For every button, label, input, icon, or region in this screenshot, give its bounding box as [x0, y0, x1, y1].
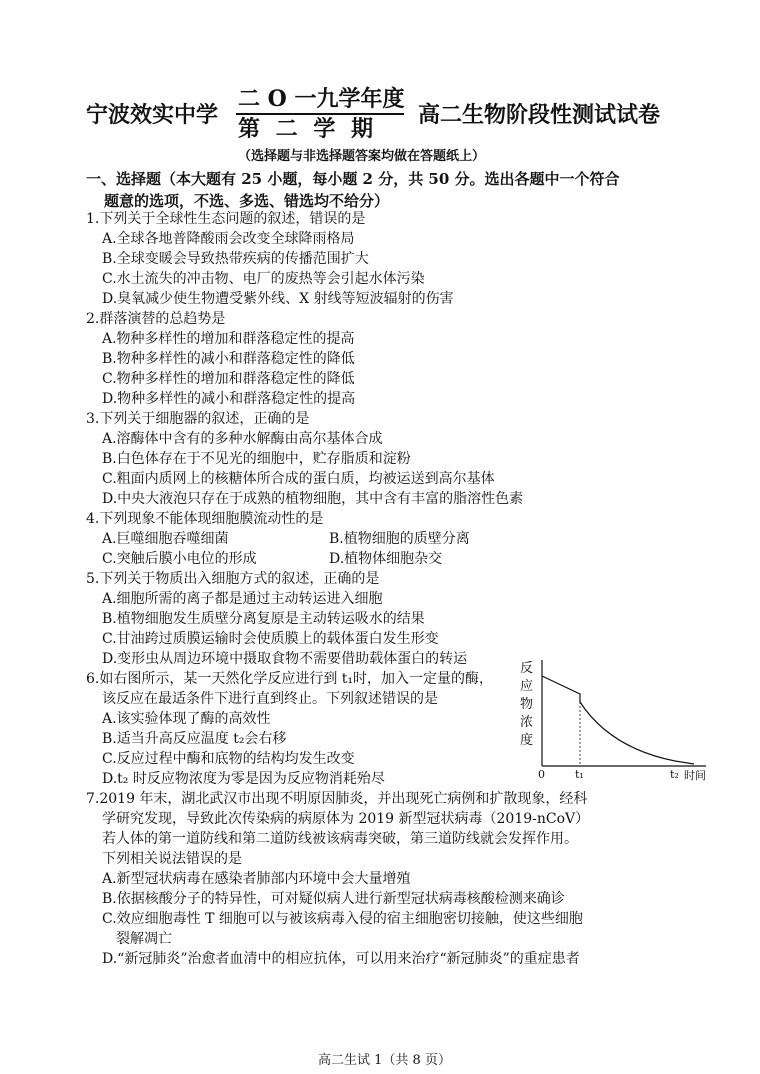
question-5-option-b: B.植物细胞发生质壁分离复原是主动转运吸水的结果: [102, 611, 425, 627]
header-divider: [236, 113, 404, 115]
question-1-option-c: C.水土流失的冲击物、电厂的废热等会引起水体污染: [102, 271, 425, 287]
question-6-stem-cont: 该反应在最适条件下进行直到终止。下列叙述错误的是: [102, 691, 438, 707]
reaction-chart: [520, 656, 720, 786]
chart-concentration-curve: [542, 676, 694, 764]
chart-y-label: 反应物浓度: [520, 661, 534, 748]
question-4-option-c: C.突触后膜小电位的形成: [102, 551, 257, 567]
question-6-option-a: A.该实验体现了酶的高效性: [102, 711, 271, 727]
chart-tick-t2: t₂: [670, 768, 679, 781]
question-2-option-d: D.物种多样性的减小和群落稳定性的提高: [102, 391, 356, 407]
question-7-stem-3: 若人体的第一道防线和第二道防线被该病毒突破，第三道防线就会发挥作用。: [102, 831, 578, 847]
exam-title: 高二生物阶段性测试试卷: [418, 102, 661, 128]
question-5-option-a: A.细胞所需的离子都是通过主动转运进入细胞: [102, 591, 383, 607]
question-2-option-c: C.物种多样性的增加和群落稳定性的降低: [102, 371, 355, 387]
reaction-chart-svg: [520, 656, 720, 786]
question-7-stem-4: 下列相关说法错误的是: [102, 851, 242, 867]
question-1-stem: 1.下列关于全球性生态问题的叙述，错误的是: [86, 211, 366, 227]
question-6-stem: 6.如右图所示，某一天然化学反应进行到 t₁时，加入一定量的酶，: [86, 671, 494, 687]
question-7-stem: 7.2019 年末，湖北武汉市出现不明原因肺炎，并出现死亡病例和扩散现象，经科: [86, 791, 588, 807]
answer-note: （选择题与非选择题答案均做在答题纸上）: [238, 149, 486, 164]
question-4-option-d: D.植物体细胞杂交: [329, 551, 443, 567]
question-4-stem: 4.下列现象不能体现细胞膜流动性的是: [86, 511, 324, 527]
school-year: 二 O 一九学年度: [238, 86, 405, 112]
question-7-option-a: A.新型冠状病毒在感染者肺部内环境中会大量增殖: [102, 871, 411, 887]
question-3-option-b: B.白色体存在于不见光的细胞中，贮存脂质和淀粉: [102, 451, 411, 467]
question-7-option-c: C.效应细胞毒性 T 细胞可以与被该病毒入侵的宿主细胞密切接触，使这些细胞: [102, 911, 583, 927]
question-5-option-c: C.甘油跨过质膜运输时会使质膜上的载体蛋白发生形变: [102, 631, 439, 647]
question-1-option-a: A.全球各地普降酸雨会改变全球降雨格局: [102, 231, 355, 247]
question-3-stem: 3.下列关于细胞器的叙述，正确的是: [86, 411, 310, 427]
semester: 第 二 学 期: [238, 116, 377, 142]
question-5-option-d: D.变形虫从周边环境中摄取食物不需要借助载体蛋白的转运: [102, 651, 468, 667]
question-7-option-d: D.“新冠肺炎”治愈者血清中的相应抗体，可以用来治疗“新冠肺炎”的重症患者: [102, 951, 580, 967]
question-3-option-d: D.中央大液泡只存在于成熟的植物细胞，其中含有丰富的脂溶性色素: [102, 491, 524, 507]
question-2-stem: 2.群落演替的总趋势是: [86, 311, 226, 327]
question-2-option-a: A.物种多样性的增加和群落稳定性的提高: [102, 331, 355, 347]
question-1-option-d: D.臭氧减少使生物遭受紫外线、X 射线等短波辐射的伤害: [102, 291, 454, 307]
question-3-option-c: C.粗面内质网上的核糖体所合成的蛋白质，均被运送到高尔基体: [102, 471, 495, 487]
question-6-option-d: D.t₂ 时反应物浓度为零是因为反应物消耗殆尽: [102, 771, 385, 787]
question-4-option-b: B.植物细胞的质壁分离: [329, 531, 470, 547]
question-3-option-a: A.溶酶体中含有的多种水解酶由高尔基体合成: [102, 431, 383, 447]
question-6-option-c: C.反应过程中酶和底物的结构均发生改变: [102, 751, 355, 767]
question-6-option-b: B.适当升高反应温度 t₂会右移: [102, 731, 287, 747]
question-2-option-b: B.物种多样性的减小和群落稳定性的降低: [102, 351, 355, 367]
question-7-stem-2: 学研究发现，导致此次传染病的病原体为 2019 新型冠状病毒（2019-nCoV）: [102, 811, 590, 827]
page-footer: 高二生试 1（共 8 页）: [318, 1053, 451, 1068]
question-7-option-c-cont: 裂解凋亡: [116, 931, 172, 947]
school-name: 宁波效实中学: [86, 102, 219, 128]
question-1-option-b: B.全球变暖会导致热带疾病的传播范围扩大: [102, 251, 369, 267]
question-4-option-a: A.巨噬细胞吞噬细菌: [102, 531, 229, 547]
question-5-stem: 5.下列关于物质出入细胞方式的叙述，正确的是: [86, 571, 380, 587]
section-title: 一、选择题（本大题有 25 小题，每小题 2 分，共 50 分。选出各题中一个符合: [86, 170, 620, 188]
question-7-option-b: B.依据核酸分子的特异性，可对疑似病人进行新型冠状病毒核酸检测来确诊: [102, 891, 565, 907]
section-title-cont: 题意的选项，不选、多选、错选均不给分）: [104, 192, 390, 210]
chart-tick-t1: t₁: [575, 768, 584, 781]
chart-x-label: 时间: [684, 769, 706, 782]
chart-tick-0: 0: [538, 768, 545, 781]
